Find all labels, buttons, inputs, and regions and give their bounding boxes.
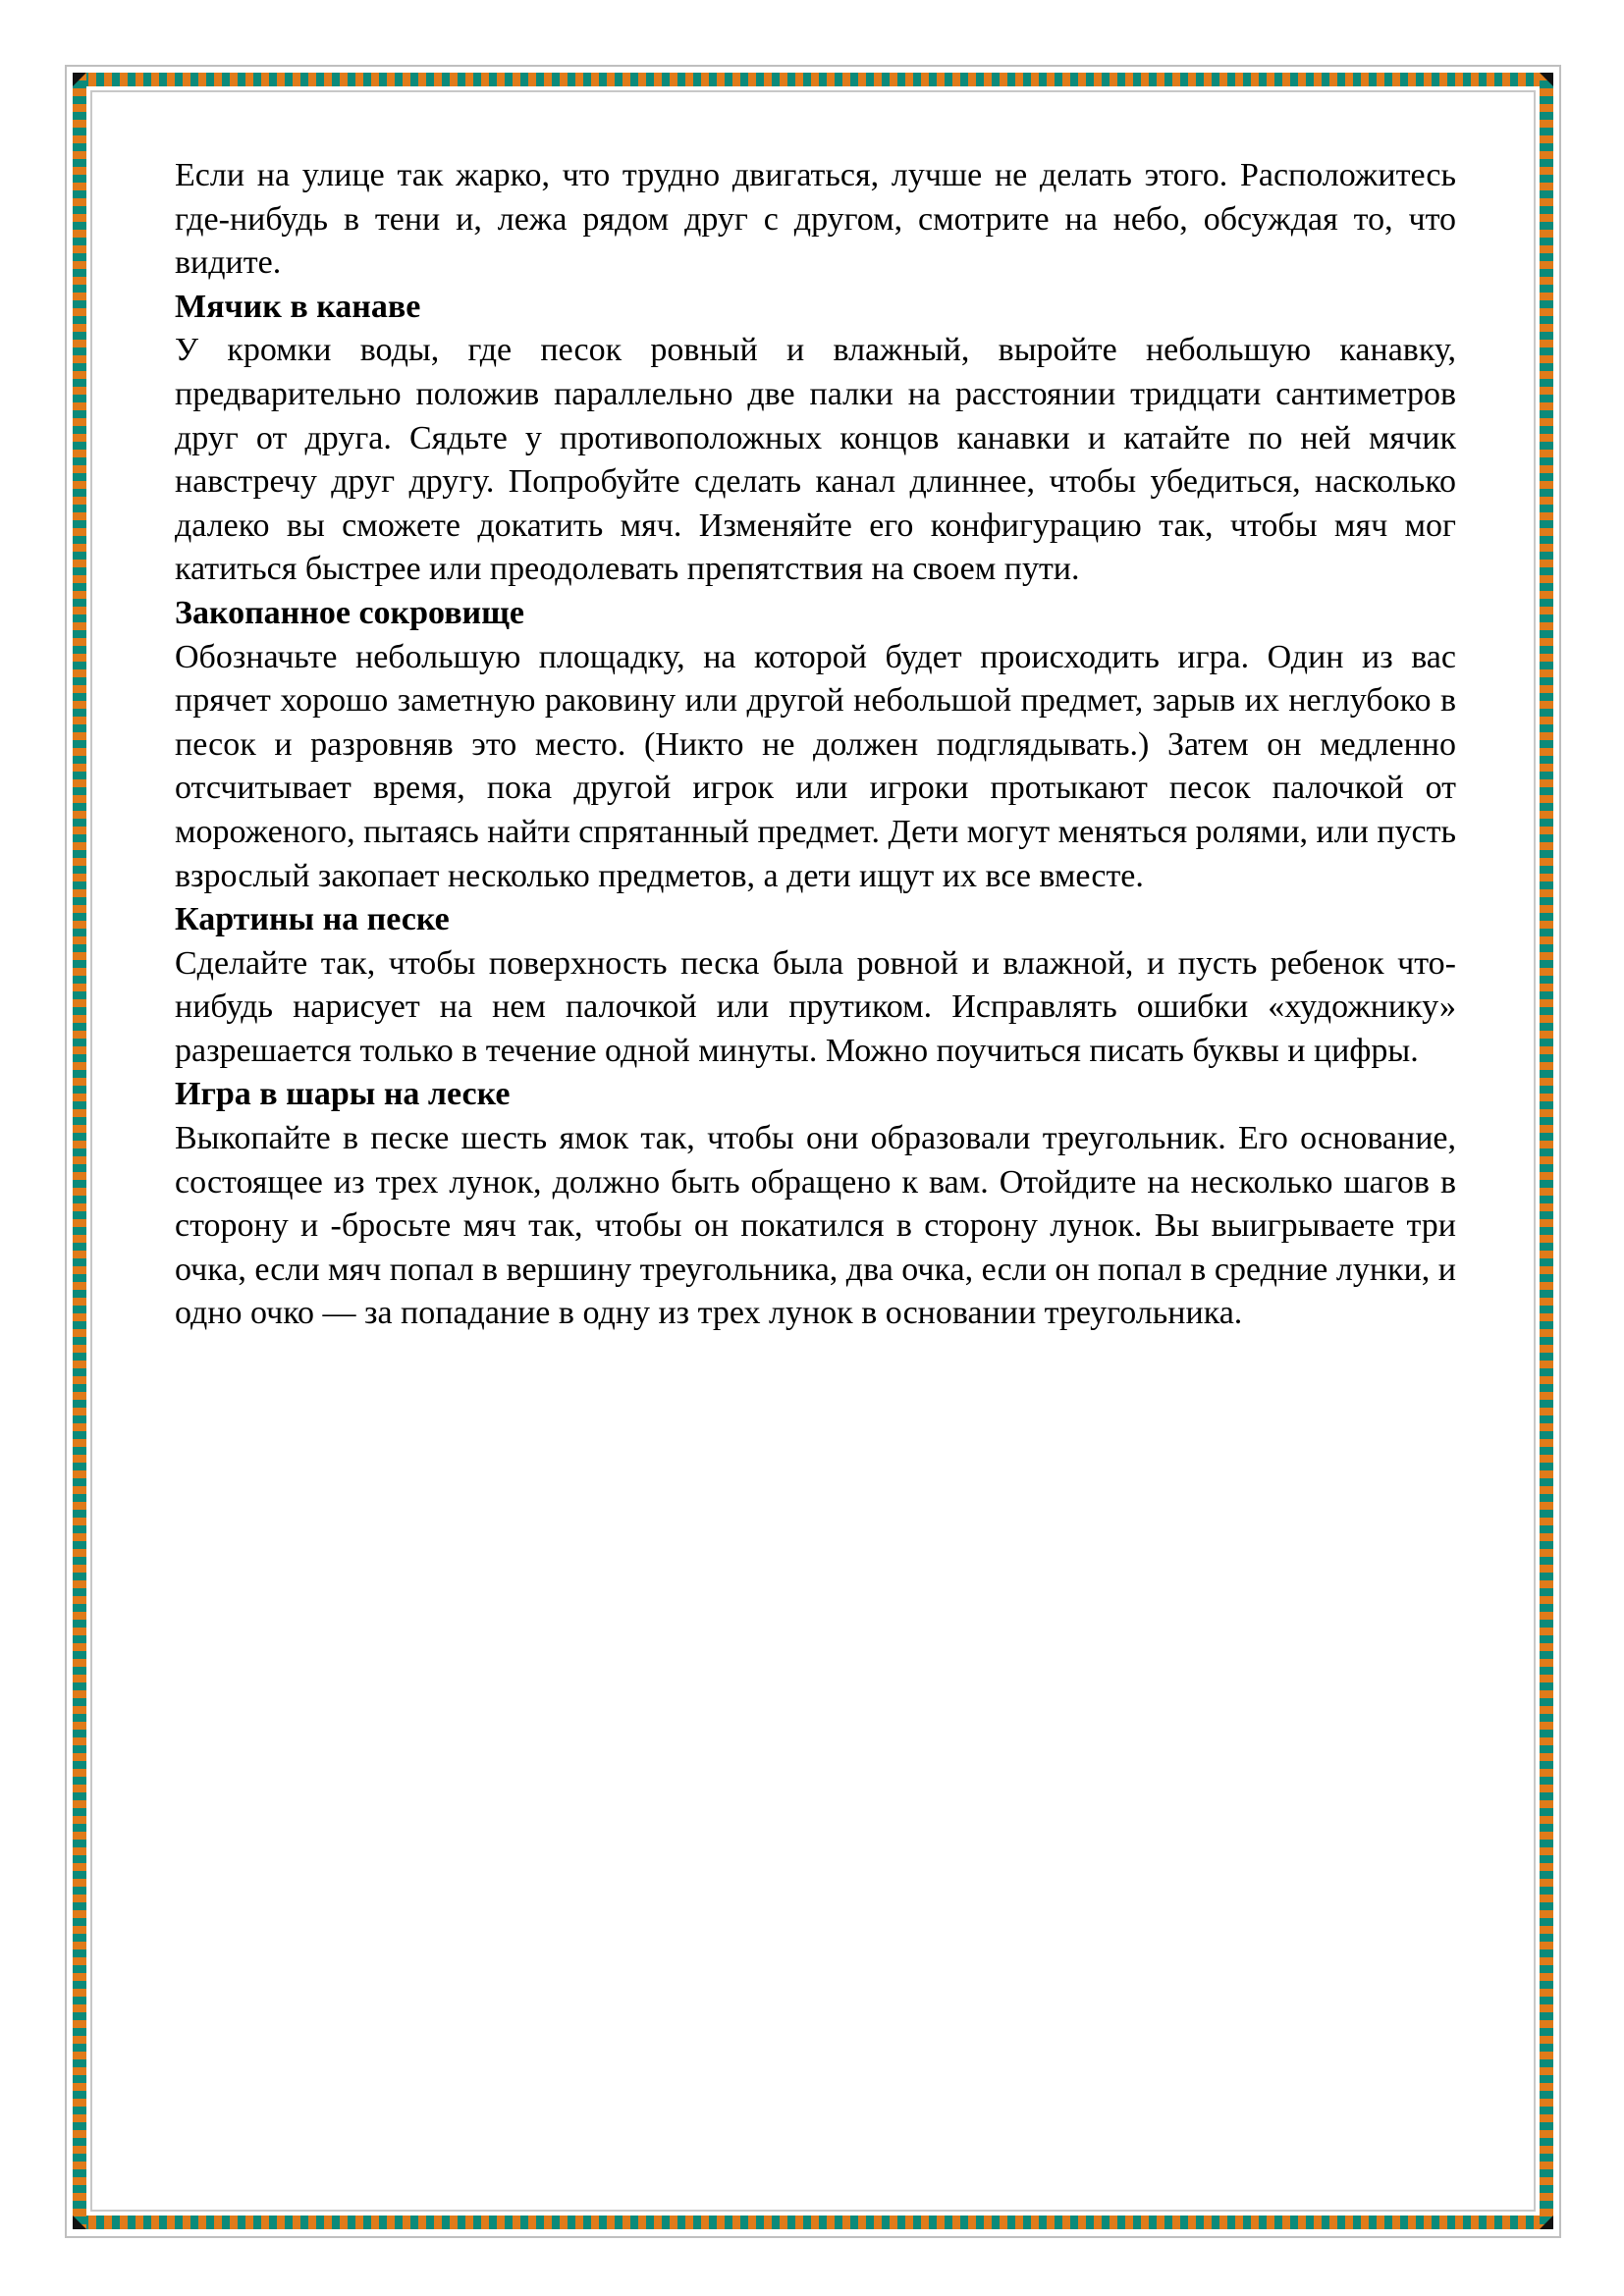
section-heading-ball-game: Игра в шары на леске [175, 1076, 511, 1113]
decorative-border-right [1540, 73, 1553, 2229]
decorative-border-bottom [73, 2216, 1553, 2229]
decorative-border-left [73, 73, 86, 2229]
section-text-sand-pictures: Сделайте так, чтобы поверхность песка была ровной и влажной, и пусть ребенок что-нибудь нарисует на нем палочкой или прутиком. Исправлять ошибки «художнику» разрешается только в течение одной минуты. Можно поучиться писать буквы и цифры. [175, 944, 1456, 1069]
document-body [175, 154, 1456, 1336]
section-heading-ball-in-ditch: Мячик в канаве [175, 288, 421, 325]
section-text-ball-in-ditch: У кромки воды, где песок ровный и влажный, выройте небольшую канавку, предварительно положив параллельно две палки на расстоянии тридцати сантиметров друг от друга. Сядьте у противоположных концов канавки и катайте по ней мячик навстречу друг другу. Попробуйте сделать канал длиннее, чтобы убедиться, насколько далеко вы сможете докатить мяч. Изменяйте его конфигурацию так, чтобы мяч мог катиться быстрее или преодолевать препятствия на своем пути. [175, 332, 1456, 588]
decorative-border-top [73, 73, 1553, 86]
section-text-ball-game: Выкопайте в песке шесть ямок так, чтобы они образовали треугольник. Его основание, состоящее из трех лунок, должно быть обращено к вам. Отойдите на несколько шагов в сторону и -бросьте мяч так, чтобы он покатился в сторону лунок. Вы выигрываете три очка, если мяч попал в вершину треугольника, два очка, если он попал в средние лунки, и одно очко — за попадание в одну из трех лунок в основании треугольника. [175, 1120, 1456, 1332]
section-heading-sand-pictures: Картины на песке [175, 901, 450, 938]
section-heading-buried-treasure: Закопанное сокровище [175, 594, 524, 631]
intro-paragraph: Если на улице так жарко, что трудно двигаться, лучше не делать этого. Расположитесь где-нибудь в тени и, лежа рядом друг с другом, смотрите на небо, обсуждая то, что видите. [175, 157, 1456, 282]
section-text-buried-treasure: Обозначьте небольшую площадку, на которой будет происходить игра. Один из вас прячет хорошо заметную раковину или другой небольшой предмет, зарыв их неглубоко в песок и разровняв это место. (Никто не должен подглядывать.) Затем он медленно отсчитывает время, пока другой игрок или игроки протыкают песок палочкой от мороженого, пытаясь найти спрятанный предмет. Дети могут меняться ролями, или пусть взрослый закопает несколько предметов, а дети ищут их все вместе. [175, 638, 1457, 894]
